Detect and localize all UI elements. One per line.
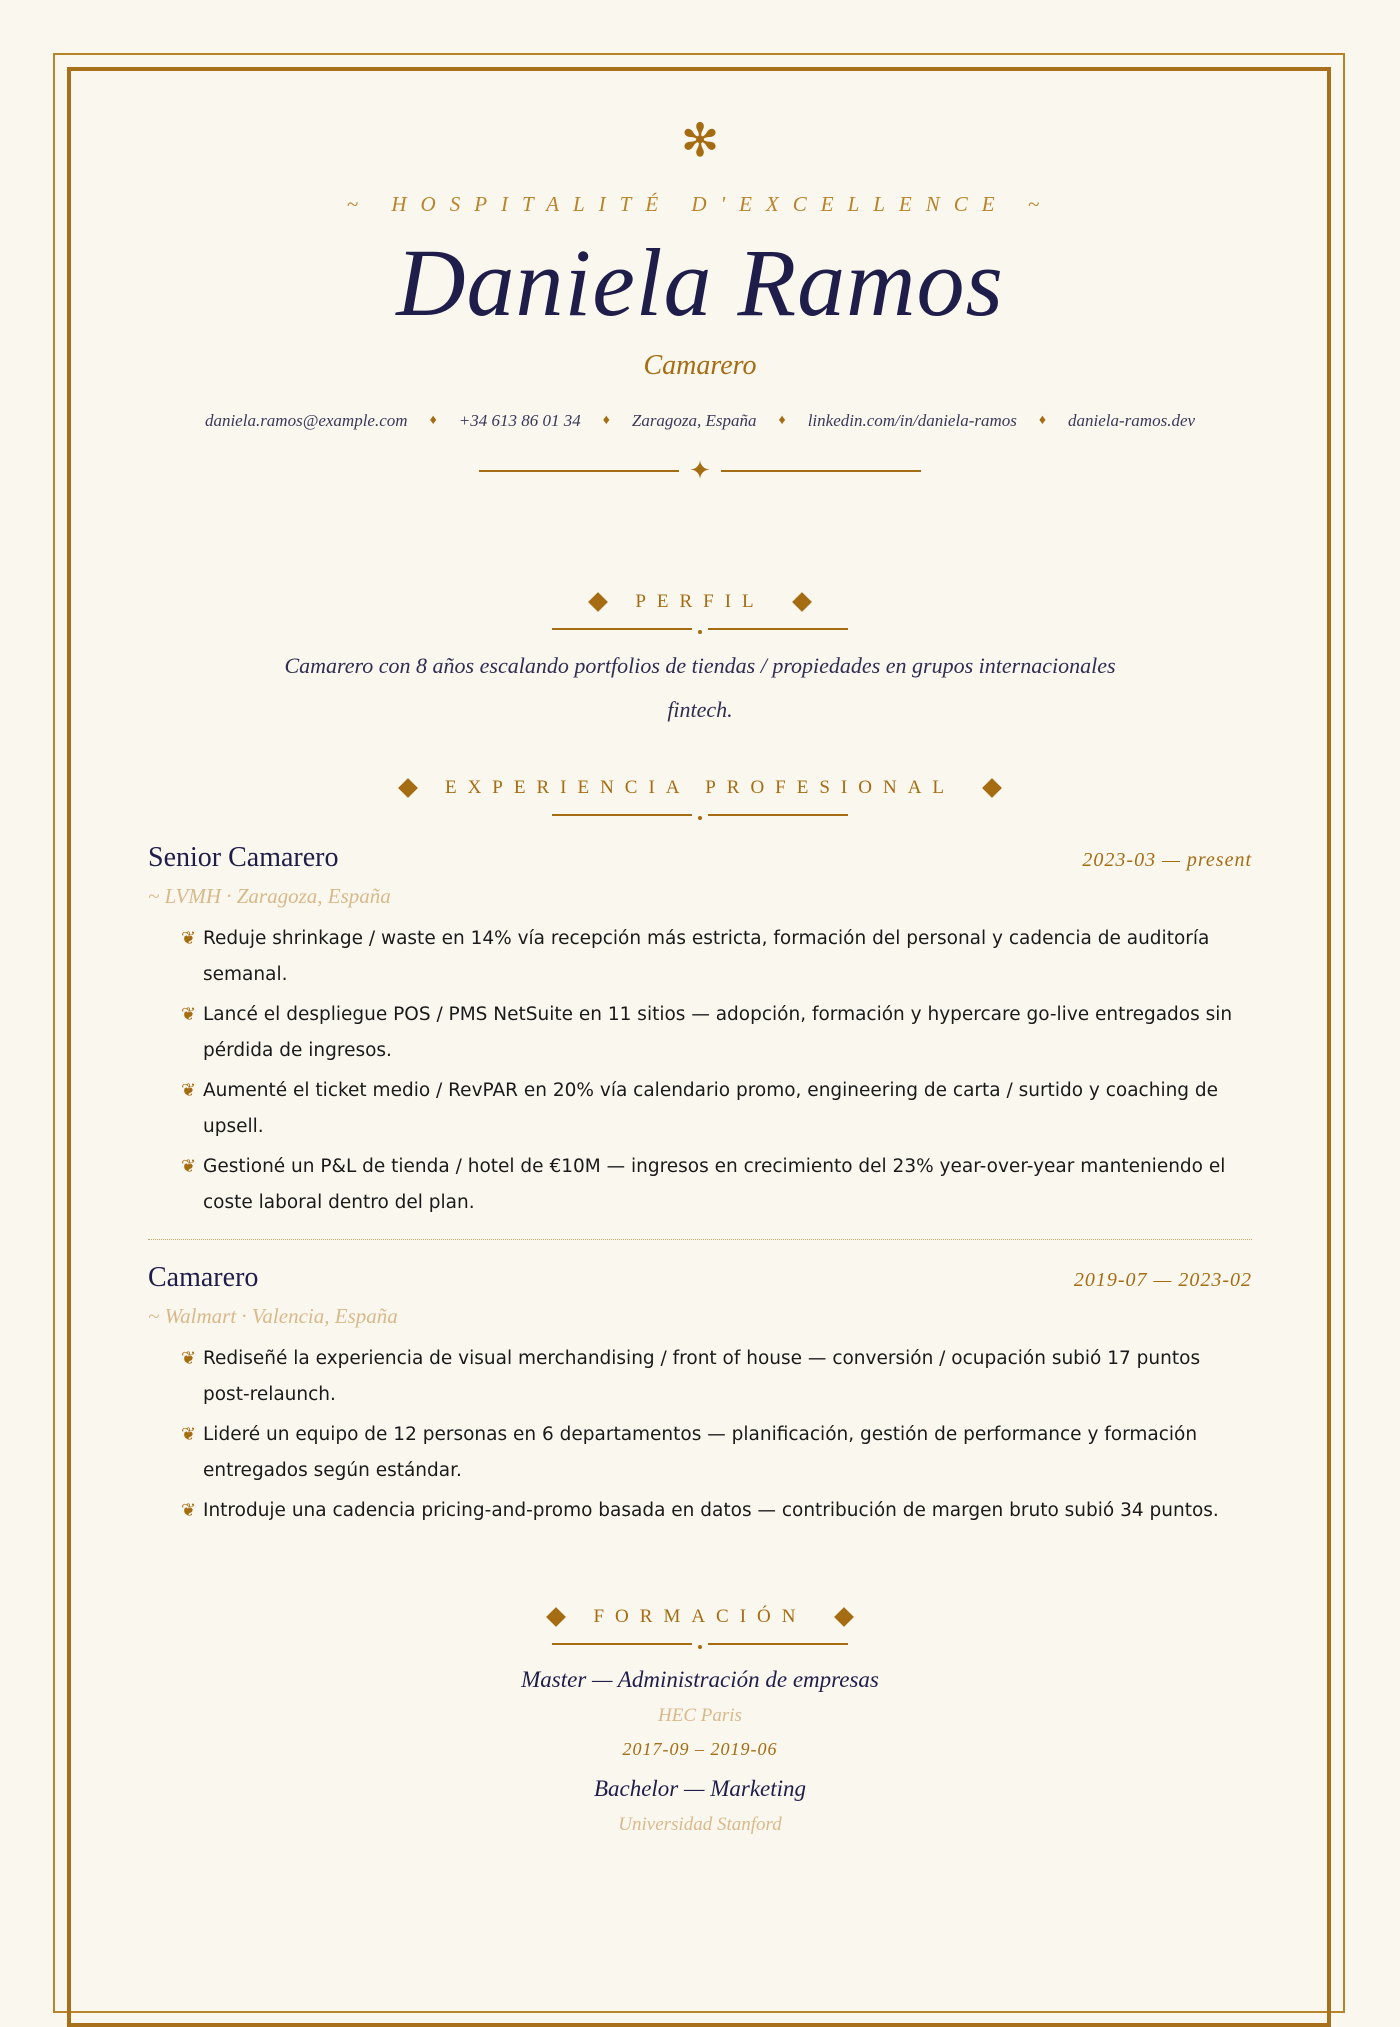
education-school: Universidad Stanford — [618, 1814, 782, 1835]
job-title: Senior Camarero — [148, 842, 339, 873]
contact-phone[interactable]: +34 613 86 01 34 — [458, 411, 581, 430]
contact-line — [148, 408, 1252, 434]
list-item: ❦ Reduje shrinkage / waste en 14% vía recepción más estricta, formación del personal y cadencia de auditoría semanal. — [181, 921, 1252, 993]
candidate-role: Camarero — [643, 350, 757, 381]
job-dates: 2019-07 — 2023-02 — [1073, 1269, 1252, 1291]
job-entry — [148, 1262, 1252, 1529]
diamond-icon — [588, 592, 608, 612]
diamond-icon — [398, 778, 418, 798]
diamond-icon — [547, 1607, 567, 1627]
section-underline — [148, 1639, 1252, 1649]
header-divider — [148, 456, 1252, 486]
job-dates: 2023-03 — present — [1082, 849, 1252, 871]
job-company: ~ LVMH · Zaragoza, España — [148, 884, 391, 908]
list-item: ❦ Introduje una cadencia pricing-and-promo basada en datos — contribución de margen bruto subió 34 puntos. — [181, 1493, 1252, 1529]
floral-bullet-icon: ❦ — [181, 1004, 197, 1025]
section-title: PERFIL — [635, 591, 765, 612]
diamond-separator-icon: ♦ — [778, 413, 786, 428]
diamond-separator-icon: ♦ — [1038, 413, 1047, 428]
diamond-icon — [792, 592, 812, 612]
list-item: ❦ Lancé el despliegue POS / PMS NetSuite en 11 sitios — adopción, formación y hypercare go-live entregados sin pérdida de ingresos. — [181, 997, 1252, 1069]
profile-summary: Camarero con 8 años escalando portfolios de tiendas / propiedades en grupos internacionales fintech. — [284, 653, 1116, 722]
floral-bullet-icon: ❦ — [181, 1348, 197, 1369]
diamond-icon — [834, 1607, 854, 1627]
education-degree: Bachelor — Marketing — [593, 1776, 807, 1801]
section-perfil-heading — [148, 584, 1252, 634]
asterisk-ornament-icon: ✻ — [680, 113, 720, 167]
job-entry — [148, 842, 1252, 1221]
education-entry — [148, 1776, 1252, 1836]
job-bullets — [148, 1341, 1252, 1529]
tagline: ~ HOSPITALITÉ D'EXCELLENCE ~ — [346, 192, 1054, 216]
job-divider — [148, 1239, 1252, 1240]
divider-line — [721, 470, 921, 472]
diamond-separator-icon: ♦ — [429, 413, 437, 428]
resume-content — [148, 110, 1252, 1836]
star-ornament-icon: ✦ — [689, 456, 711, 486]
floral-bullet-icon: ❦ — [181, 1080, 197, 1101]
section-underline — [148, 624, 1252, 634]
diamond-separator-icon: ♦ — [602, 413, 610, 428]
list-item: ❦ Aumenté el ticket medio / RevPAR en 20% vía calendario promo, engineering de carta / surtido y coaching de upsell. — [181, 1073, 1252, 1145]
diamond-icon — [982, 778, 1002, 798]
section-title: FORMACIÓN — [593, 1606, 807, 1627]
job-bullets — [148, 921, 1252, 1221]
section-title: EXPERIENCIA PROFESIONAL — [444, 777, 956, 798]
divider-line — [479, 470, 679, 472]
contact-website[interactable]: daniela-ramos.dev — [1068, 411, 1196, 430]
list-item: ❦ Lideré un equipo de 12 personas en 6 departamentos — planificación, gestión de performance y formación entregados según estándar. — [181, 1417, 1252, 1489]
section-formacion-heading — [148, 1599, 1252, 1649]
education-degree: Master — Administración de empresas — [521, 1667, 879, 1692]
floral-bullet-icon: ❦ — [181, 1500, 197, 1521]
floral-bullet-icon: ❦ — [181, 1424, 197, 1445]
floral-bullet-icon: ❦ — [181, 928, 197, 949]
list-item: ❦ Rediseñé la experiencia de visual merchandising / front of house — conversión / ocupación subió 17 puntos post-relaunch. — [181, 1341, 1252, 1413]
section-experiencia-heading — [148, 770, 1252, 820]
floral-bullet-icon: ❦ — [181, 1156, 197, 1177]
education-dates: 2017-09 – 2019-06 — [622, 1739, 778, 1759]
job-title: Camarero — [148, 1262, 259, 1293]
list-item: ❦ Gestioné un P&L de tienda / hotel de €10M — ingresos en crecimiento del 23% year-over-year manteniendo el coste laboral dentro del plan. — [181, 1149, 1252, 1221]
contact-linkedin[interactable]: linkedin.com/in/daniela-ramos — [807, 411, 1017, 430]
education-entry — [148, 1667, 1252, 1760]
contact-email[interactable]: daniela.ramos@example.com — [204, 411, 408, 430]
contact-location: Zaragoza, España — [631, 411, 757, 430]
job-company: ~ Walmart · Valencia, España — [148, 1304, 398, 1328]
candidate-name: Daniela Ramos — [396, 229, 1004, 336]
education-school: HEC Paris — [658, 1705, 742, 1726]
section-underline — [148, 810, 1252, 820]
